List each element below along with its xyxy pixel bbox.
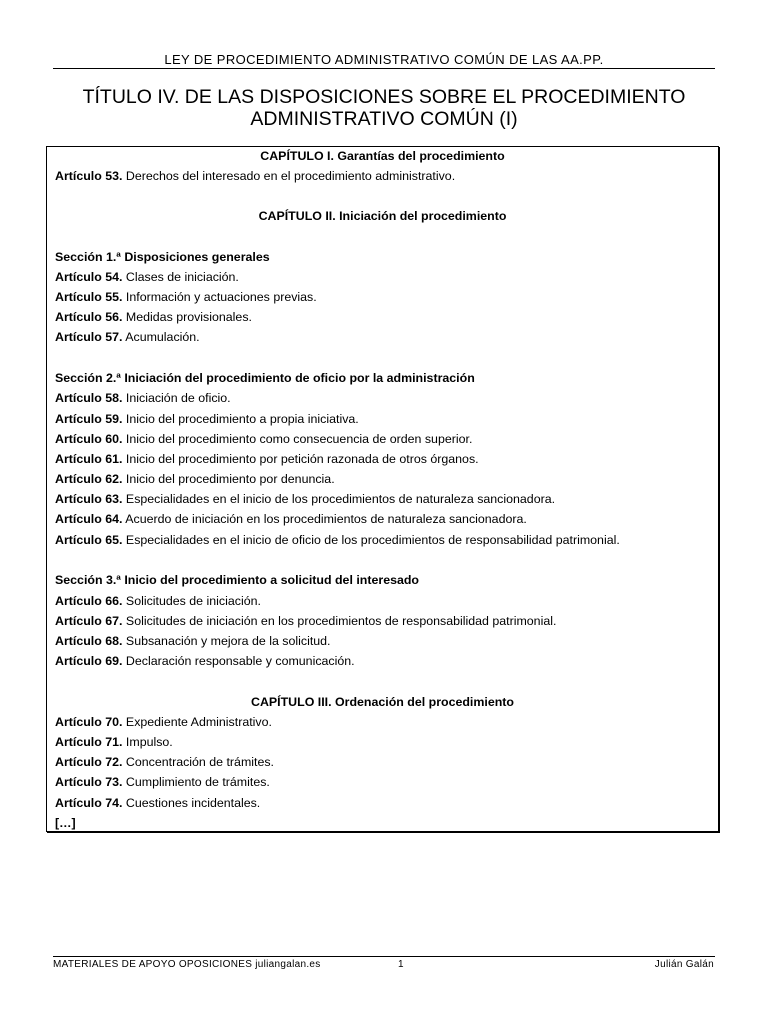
- section-heading: Sección 2.ª Iniciación del procedimiento de oficio por la administración: [55, 371, 475, 385]
- article-title: Cumplimiento de trámites.: [122, 775, 270, 789]
- section-heading: Sección 3.ª Inicio del procedimiento a solicitud del interesado: [55, 573, 419, 587]
- article-title: Acuerdo de iniciación en los procedimientos de naturaleza sancionadora.: [122, 512, 527, 526]
- article-entry: [55, 755, 274, 769]
- article-title: Inicio del procedimiento a propia iniciativa.: [122, 412, 359, 426]
- article-entry: [55, 310, 252, 324]
- article-label: Artículo 69.: [55, 654, 123, 668]
- article-label: Artículo 63.: [55, 492, 123, 506]
- article-title: Medidas provisionales.: [122, 310, 252, 324]
- article-entry: [55, 452, 479, 466]
- article-entry: [55, 735, 173, 749]
- article-label: Artículo 70.: [55, 715, 123, 729]
- article-title: Solicitudes de iniciación en los procedimientos de responsabilidad patrimonial.: [122, 614, 557, 628]
- article-entry: [55, 330, 200, 344]
- article-title: Inicio del procedimiento por denuncia.: [122, 472, 335, 486]
- article-entry: [55, 796, 260, 810]
- article-label: Artículo 72.: [55, 755, 123, 769]
- article-entry: [55, 594, 261, 608]
- article-label: Artículo 59.: [55, 412, 123, 426]
- article-label: Artículo 57.: [55, 330, 123, 344]
- article-title: Inicio del procedimiento por petición razonada de otros órganos.: [122, 452, 479, 466]
- article-title: Iniciación de oficio.: [122, 391, 231, 405]
- footer-source: MATERIALES DE APOYO OPOSICIONES juliangalan.es: [53, 959, 321, 970]
- article-entry: [55, 290, 317, 304]
- article-entry: [55, 169, 455, 183]
- table-of-contents-box: [46, 146, 719, 832]
- article-entry: [55, 412, 359, 426]
- article-title: Cuestiones incidentales.: [122, 796, 261, 810]
- chapter-heading: CAPÍTULO II. Iniciación del procedimiento: [258, 209, 507, 223]
- header-rule: [53, 68, 715, 69]
- article-label: Artículo 62.: [55, 472, 123, 486]
- document-title: [53, 86, 715, 130]
- running-header: LEY DE PROCEDIMIENTO ADMINISTRATIVO COMÚN DE LAS AA.PP.: [164, 52, 604, 67]
- page-number: 1: [398, 959, 404, 970]
- article-label: Artículo 64.: [55, 512, 123, 526]
- article-label: Artículo 65.: [55, 533, 123, 547]
- article-title: Derechos del interesado en el procedimiento administrativo.: [122, 169, 456, 183]
- article-label: Artículo 74.: [55, 796, 123, 810]
- chapter-heading: CAPÍTULO III. Ordenación del procedimiento: [251, 695, 514, 709]
- article-title: Impulso.: [122, 735, 173, 749]
- article-title: Declaración responsable y comunicación.: [122, 654, 355, 668]
- article-label: Artículo 61.: [55, 452, 123, 466]
- article-title: Inicio del procedimiento como consecuencia de orden superior.: [122, 432, 473, 446]
- article-title: Expediente Administrativo.: [122, 715, 272, 729]
- article-label: Artículo 56.: [55, 310, 123, 324]
- article-title: Acumulación.: [122, 330, 200, 344]
- section-heading: Sección 1.ª Disposiciones generales: [55, 250, 270, 264]
- article-title: Subsanación y mejora de la solicitud.: [122, 634, 331, 648]
- article-label: Artículo 67.: [55, 614, 123, 628]
- ellipsis-continuation: […]: [55, 816, 76, 830]
- article-label: Artículo 68.: [55, 634, 123, 648]
- article-entry: [55, 391, 231, 405]
- article-title: Concentración de trámites.: [122, 755, 274, 769]
- footer-rule: [53, 956, 715, 957]
- article-entry: [55, 492, 555, 506]
- article-title: Especialidades en el inicio de oficio de los procedimientos de responsabilidad patrimonial.: [122, 533, 620, 547]
- title-line-2: ADMINISTRATIVO COMÚN (I): [250, 108, 518, 130]
- article-entry: [55, 614, 556, 628]
- article-label: Artículo 58.: [55, 391, 123, 405]
- article-label: Artículo 53.: [55, 169, 123, 183]
- article-label: Artículo 55.: [55, 290, 123, 304]
- chapter-heading: CAPÍTULO I. Garantías del procedimiento: [260, 149, 505, 163]
- article-title: Especialidades en el inicio de los procedimientos de naturaleza sancionadora.: [122, 492, 556, 506]
- article-entry: [55, 533, 620, 547]
- article-label: Artículo 66.: [55, 594, 123, 608]
- article-entry: [55, 512, 527, 526]
- footer-author: Julián Galán: [654, 959, 714, 970]
- article-entry: [55, 634, 331, 648]
- article-label: Artículo 54.: [55, 270, 123, 284]
- article-title: Clases de iniciación.: [122, 270, 239, 284]
- article-title: Información y actuaciones previas.: [122, 290, 317, 304]
- article-entry: [55, 775, 270, 789]
- article-entry: [55, 472, 335, 486]
- title-line-1: TÍTULO IV. DE LAS DISPOSICIONES SOBRE EL PROCEDIMIENTO: [82, 86, 686, 108]
- article-label: Artículo 60.: [55, 432, 123, 446]
- article-entry: [55, 270, 239, 284]
- article-label: Artículo 73.: [55, 775, 123, 789]
- article-entry: [55, 654, 355, 668]
- article-label: Artículo 71.: [55, 735, 123, 749]
- article-title: Solicitudes de iniciación.: [122, 594, 261, 608]
- article-entry: [55, 432, 472, 446]
- article-entry: [55, 715, 272, 729]
